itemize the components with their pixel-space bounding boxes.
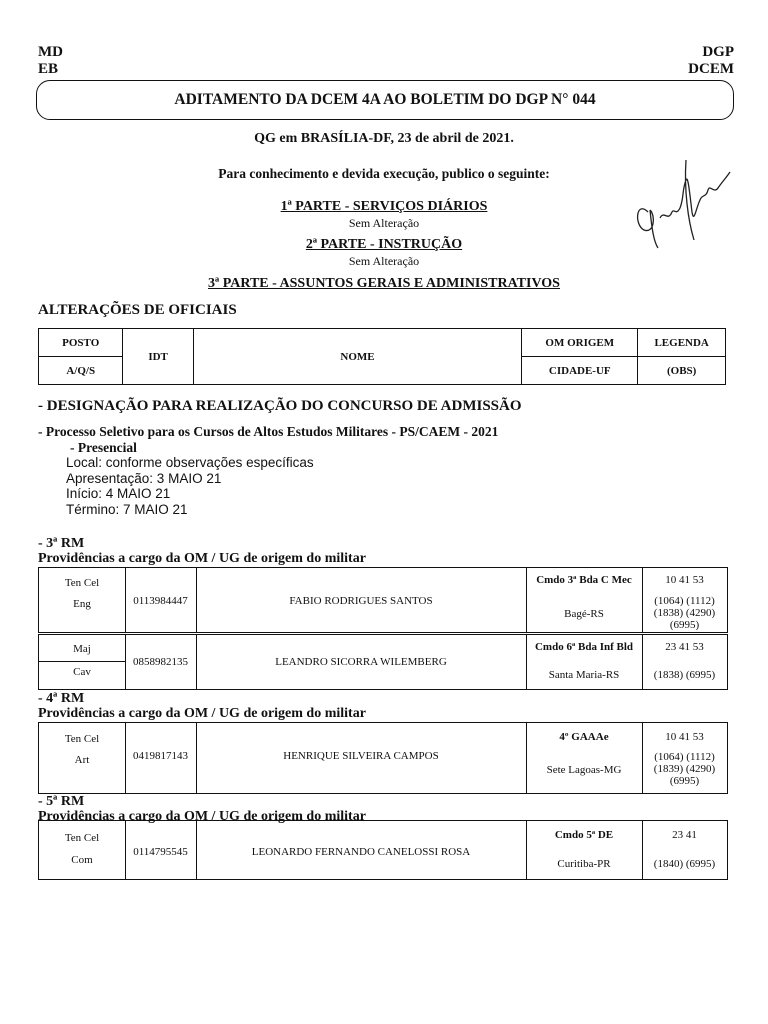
col-posto: POSTO: [39, 329, 123, 357]
intro-text: Para conhecimento e devida execução, publico o seguinte:: [218, 166, 550, 181]
record-om: 4º GAAAe: [559, 731, 609, 743]
record-nome: FABIO RODRIGUES SANTOS: [289, 595, 433, 607]
record-obs-line3: (6995): [669, 619, 700, 631]
process-apresentacao: Apresentação: 3 MAIO 21: [66, 470, 222, 486]
record-legenda: 10 41 53: [665, 731, 704, 743]
header-right-line2: DCEM: [688, 61, 734, 77]
title-box: [36, 80, 734, 120]
record-cidade: Sete Lagoas-MG: [546, 764, 622, 776]
record-obs-line2: (1839) (4290): [653, 763, 716, 775]
col-legenda: LEGENDA: [638, 329, 726, 357]
record-aqs: Cav: [73, 666, 91, 678]
column-header-table: [38, 328, 726, 385]
record-nome: LEONARDO FERNANDO CANELOSSI ROSA: [251, 846, 471, 858]
handwritten-signature: [626, 150, 736, 260]
header-left-line2: EB: [38, 61, 59, 77]
record-row: [38, 567, 728, 633]
record-legenda: 23 41: [672, 829, 697, 841]
record-row: [38, 722, 728, 794]
record-idt: 0114795545: [133, 846, 188, 858]
record-idt: 0113984447: [133, 595, 188, 607]
part2-title: 2ª PARTE - INSTRUÇÃO: [305, 237, 463, 252]
record-legenda: 10 41 53: [665, 574, 704, 586]
col-nome: NOME: [193, 329, 521, 385]
record-row: [38, 820, 728, 880]
record-idt: 0419817143: [133, 750, 188, 762]
header-left-line1: MD: [38, 44, 63, 60]
col-aqs: A/Q/S: [39, 357, 123, 385]
section-title: ALTERAÇÕES DE OFICIAIS: [38, 302, 237, 318]
rm-3-label: - 3ª RM: [38, 536, 85, 551]
part3-title: 3ª PARTE - ASSUNTOS GERAIS E ADMINISTRATIVOS: [208, 276, 560, 291]
record-aqs: Eng: [73, 598, 91, 610]
record-obs: [642, 751, 727, 787]
header-right: [688, 44, 734, 78]
part1-title: 1ª PARTE - SERVIÇOS DIÁRIOS: [280, 199, 488, 214]
record-cidade: Santa Maria-RS: [548, 669, 620, 681]
process-local: Local: conforme observações específicas: [66, 455, 314, 470]
record-obs: (1838) (6995): [653, 669, 716, 681]
record-cidade: Bagé-RS: [564, 608, 604, 620]
record-cidade: Curitiba-PR: [557, 858, 611, 870]
record-idt: 0858982135: [133, 656, 188, 668]
header-right-line1: DGP: [702, 44, 734, 60]
rm-4-providencias: Providências a cargo da OM / UG de origem do militar: [38, 706, 366, 721]
record-om: Cmdo 5ª DE: [554, 829, 614, 841]
col-om-origem: OM ORIGEM: [522, 329, 638, 357]
record-obs-line1: (1064) (1112): [654, 595, 715, 607]
record-posto: Ten Cel: [64, 832, 100, 844]
part2-note: Sem Alteração: [348, 254, 420, 268]
header-left: [38, 44, 63, 78]
rm-4-label: - 4ª RM: [38, 691, 85, 706]
part1-note: Sem Alteração: [348, 216, 420, 230]
record-aqs: Art: [74, 754, 90, 766]
designation-title: - DESIGNAÇÃO PARA REALIZAÇÃO DO CONCURSO DE ADMISSÃO: [38, 398, 522, 414]
record-posto: Maj: [73, 643, 91, 655]
record-aqs: Com: [71, 854, 93, 866]
process-details: [66, 455, 314, 517]
record-om: Cmdo 6ª Bda Inf Bld: [534, 641, 634, 653]
place-date: QG em BRASÍLIA-DF, 23 de abril de 2021.: [254, 131, 514, 146]
record-obs-line2: (1838) (4290): [653, 607, 716, 619]
rm-3-providencias: Providências a cargo da OM / UG de origem do militar: [38, 551, 366, 566]
record-om: Cmdo 3ª Bda C Mec: [536, 574, 632, 586]
process-inicio: Início: 4 MAIO 21: [66, 486, 171, 501]
record-obs: (1840) (6995): [653, 858, 716, 870]
record-posto: Ten Cel: [64, 577, 100, 589]
document-title: ADITAMENTO DA DCEM 4A AO BOLETIM DO DGP N° 044: [174, 91, 596, 108]
col-obs: (OBS): [638, 357, 726, 385]
record-nome: HENRIQUE SILVEIRA CAMPOS: [283, 750, 439, 762]
rm-5-providencias: Providências a cargo da OM / UG de origem do militar: [38, 809, 366, 824]
rm-5-label: - 5ª RM: [38, 794, 85, 809]
record-row: [38, 634, 728, 690]
process-mode: - Presencial: [70, 440, 137, 455]
col-idt: IDT: [123, 329, 193, 385]
process-title: - Processo Seletivo para os Cursos de Altos Estudos Militares - PS/CAEM - 2021: [38, 424, 499, 439]
record-nome: LEANDRO SICORRA WILEMBERG: [275, 656, 447, 668]
record-legenda: 23 41 53: [665, 641, 704, 653]
process-termino: Término: 7 MAIO 21: [66, 501, 188, 517]
record-obs-line1: (1064) (1112): [654, 751, 715, 763]
record-posto: Ten Cel: [64, 733, 100, 745]
col-cidade-uf: CIDADE-UF: [522, 357, 638, 385]
record-obs: [642, 595, 727, 631]
record-obs-line3: (6995): [669, 775, 700, 787]
